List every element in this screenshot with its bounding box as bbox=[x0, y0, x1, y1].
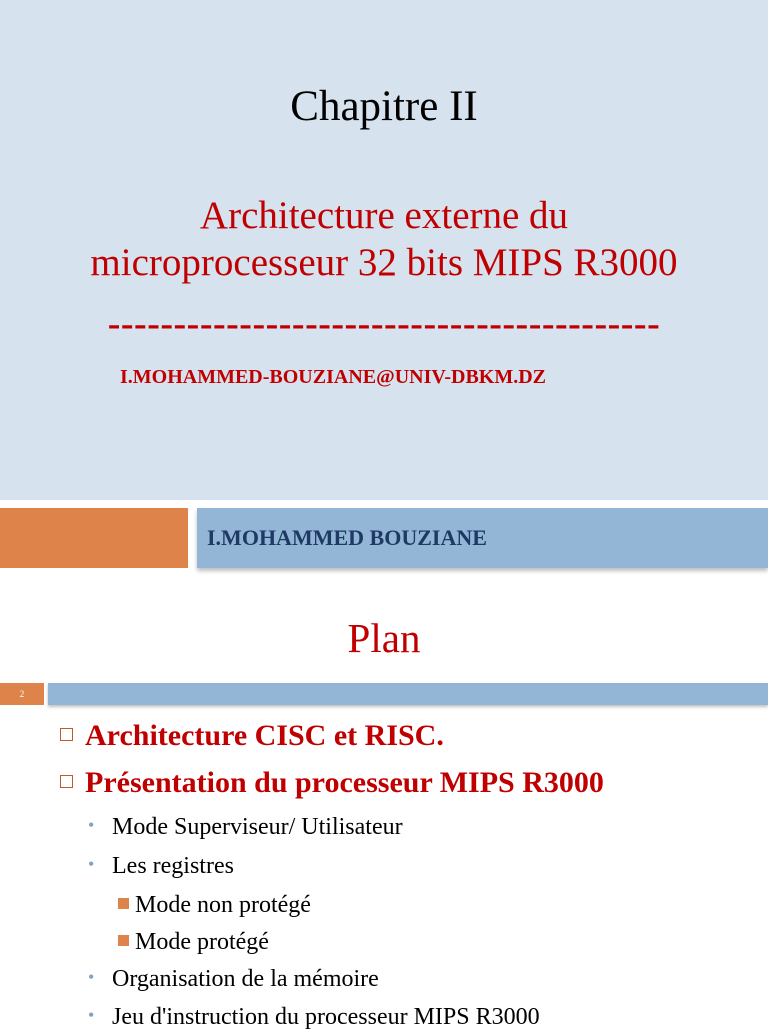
filled-square-bullet-icon bbox=[118, 898, 129, 909]
outline-item-level1: Présentation du processeur MIPS R3000 bbox=[60, 766, 604, 800]
chapter-heading: Chapitre II bbox=[290, 83, 478, 130]
footer-accent-block bbox=[0, 508, 188, 568]
dash-separator: ------------------------------------------ bbox=[107, 303, 661, 345]
author-email: I.MOHAMMED-BOUZIANE@UNIV-DBKM.DZ bbox=[120, 366, 546, 388]
footer-author: I.MOHAMMED BOUZIANE bbox=[207, 525, 487, 550]
slide-number-badge: 2 bbox=[0, 683, 44, 705]
slide-title-line-2: microprocesseur 32 bits MIPS R3000 bbox=[90, 241, 678, 284]
outline-item-level2: • Jeu d'instruction du processeur MIPS R3000 bbox=[88, 1004, 540, 1030]
outline-item-level1: Architecture CISC et RISC. bbox=[60, 719, 444, 753]
footer-bar bbox=[197, 508, 768, 568]
slide-title bbox=[0, 192, 768, 286]
dot-bullet-icon: • bbox=[88, 967, 95, 987]
dot-bullet-icon: • bbox=[88, 854, 95, 874]
outline-item-level2: • Organisation de la mémoire bbox=[88, 966, 379, 992]
outline-item-level3: Mode non protégé bbox=[118, 892, 311, 919]
square-bullet-icon bbox=[60, 775, 73, 788]
plan-title: Plan bbox=[347, 615, 421, 661]
slide-title-line-1: Architecture externe du bbox=[199, 194, 569, 237]
title-slide bbox=[0, 0, 768, 500]
square-bullet-icon bbox=[60, 728, 73, 741]
outline-item-level2: • Les registres bbox=[88, 853, 234, 879]
outline-item-level3: Mode protégé bbox=[118, 929, 269, 956]
filled-square-bullet-icon bbox=[118, 935, 129, 946]
outline-item-level2: • Mode Superviseur/ Utilisateur bbox=[88, 814, 403, 840]
dot-bullet-icon: • bbox=[88, 815, 95, 835]
dot-bullet-icon: • bbox=[88, 1005, 95, 1025]
header-bar bbox=[48, 683, 768, 705]
